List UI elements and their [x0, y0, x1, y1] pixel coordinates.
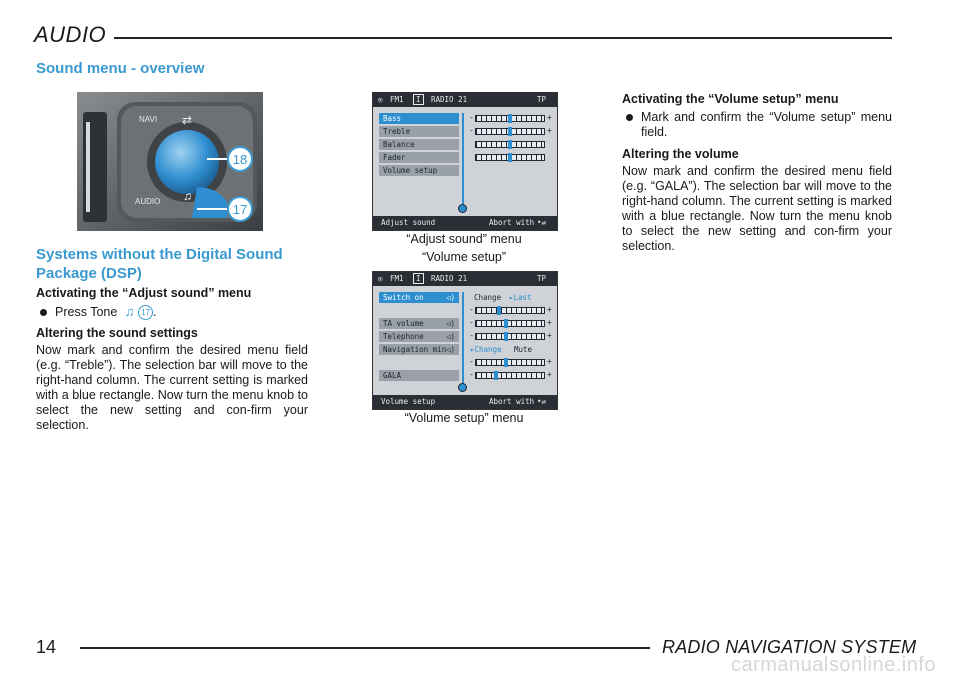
- speaker-icon: ◁): [445, 319, 455, 328]
- switch-on-label: Switch on: [383, 293, 424, 302]
- fader-level-marker: [508, 153, 512, 162]
- svg-text:AUDIO: AUDIO: [135, 197, 161, 206]
- volume-level-marker-1: [497, 306, 501, 315]
- bullet-dot: [40, 309, 47, 316]
- abort-label: Abort with: [489, 218, 535, 227]
- balance-level-marker: [508, 140, 512, 149]
- altering-sound-body: Now mark and confirm the desired menu field (e.g. “Treble”). The selection bar will move to the right-hand column. The current setting is marked with a blue rectangle. Now turn the menu knob to select the new setting and con-firm your selection.: [36, 343, 308, 433]
- gala-marker: [494, 371, 498, 380]
- svg-text:NAVI: NAVI: [139, 115, 158, 124]
- volume-setup-screen: ◎ FM1 I RADIO 21 TP Switch on ◁) Change ▸Last TA volume ◁) Telephone ◁) Navigation min ◁) ▸Change Mute GALA - + - + - + - + - + Volume setup Abort with •⇄: [372, 271, 558, 410]
- radio-icon: ◎: [378, 95, 383, 104]
- screen2-top-icon: I: [413, 273, 424, 284]
- adjust-sound-screen: ◎ FM1 I RADIO 21 TP Bass Treble Balance Fader Volume setup - + - + Adjust sound Abort with •⇄: [372, 92, 558, 231]
- telephone-label: Telephone: [383, 332, 424, 341]
- caption-volume-setup: “Volume setup”: [421, 250, 507, 264]
- selection-bar-knob: [458, 383, 467, 392]
- screen1-top-bar: [373, 93, 557, 107]
- menu-item-bass[interactable]: Bass: [379, 113, 459, 124]
- screen2-bottom-bar: [373, 395, 557, 409]
- menu-item-gala[interactable]: GALA: [379, 370, 459, 381]
- callout-18: 18: [232, 152, 248, 167]
- telephone-gauge[interactable]: [475, 333, 545, 340]
- device-photo: [77, 92, 263, 231]
- svg-text:⇄: ⇄: [182, 113, 193, 127]
- screen2-top-bar: [373, 272, 557, 286]
- speaker-icon: ◁): [445, 345, 455, 354]
- menu-item-telephone[interactable]: [379, 331, 459, 342]
- mark-confirm-text: Mark and confirm the “Volume setup” menu field.: [641, 110, 892, 139]
- ta-volume-marker: [504, 319, 508, 328]
- band-label: FM1: [390, 274, 404, 283]
- svg-text:♫: ♫: [183, 189, 192, 203]
- watermark: carmanualsonline.info: [730, 654, 936, 676]
- footer-title: RADIO NAVIGATION SYSTEM: [662, 637, 917, 657]
- navigation-marker: [504, 358, 508, 367]
- volume-gauge-1[interactable]: [475, 307, 545, 314]
- mark-confirm-bullet: [622, 110, 892, 140]
- mute-option[interactable]: Mute: [514, 345, 533, 354]
- dsp-subtitle-line2: Package (DSP): [36, 265, 142, 282]
- change-label-1[interactable]: Change: [474, 293, 502, 302]
- activating-adjust-sound-heading: Activating the “Adjust sound” menu: [36, 286, 252, 300]
- screen1-bottom-bar: [373, 216, 557, 230]
- navigation-gauge[interactable]: [475, 359, 545, 366]
- abort-label: Abort with: [489, 397, 535, 406]
- speaker-icon: ◁): [445, 293, 455, 302]
- press-tone-bullet: Press Tone ♫ 17 .: [36, 304, 308, 320]
- caption-volume-setup-menu: “Volume setup” menu: [404, 411, 524, 425]
- screen1-bottom-label: Adjust sound: [381, 218, 436, 227]
- ta-volume-gauge[interactable]: [475, 320, 545, 327]
- back-icon[interactable]: •⇄: [537, 397, 547, 406]
- gala-gauge[interactable]: [475, 372, 545, 379]
- section-title: Sound menu - overview: [36, 60, 205, 77]
- header-rule: [114, 37, 892, 39]
- menu-item-navigation-min[interactable]: [379, 344, 459, 355]
- device-photo-illustration: [77, 92, 263, 231]
- telephone-marker: [504, 332, 508, 341]
- footer-rule: [80, 647, 650, 649]
- selection-bar: [462, 113, 464, 208]
- dsp-subtitle-line1: Systems without the Digital Sound: [36, 246, 283, 263]
- speaker-icon: ◁): [445, 332, 455, 341]
- last-option[interactable]: ▸Last: [509, 293, 532, 302]
- menu-item-treble[interactable]: Treble: [379, 126, 459, 137]
- activating-volume-setup-heading: Activating the “Volume setup” menu: [622, 92, 839, 106]
- tp-label: TP: [537, 274, 547, 283]
- screen2-bottom-label: Volume setup: [381, 397, 436, 406]
- press-tone-text: Press Tone: [55, 305, 118, 319]
- radio-icon: ◎: [378, 274, 383, 283]
- callout-17: 17: [232, 202, 248, 217]
- back-icon[interactable]: •⇄: [537, 218, 547, 227]
- menu-item-ta-volume[interactable]: [379, 318, 459, 329]
- band-label: FM1: [390, 95, 404, 104]
- menu-item-fader[interactable]: Fader: [379, 152, 459, 163]
- page-number: 14: [36, 637, 57, 657]
- bass-level-marker: [508, 114, 512, 123]
- altering-sound-heading: Altering the sound settings: [36, 326, 198, 341]
- change-option-2[interactable]: ▸Change: [470, 345, 502, 354]
- menu-item-switch-on[interactable]: [379, 292, 459, 303]
- bullet-dot: [626, 114, 633, 121]
- header-title: AUDIO: [34, 22, 107, 47]
- tp-label: TP: [537, 95, 547, 104]
- altering-volume-heading: Altering the volume: [622, 147, 739, 161]
- station-label: RADIO 21: [431, 274, 468, 283]
- altering-volume-body: Now mark and confirm the desired menu field (e.g. “GALA”). The selection bar will move to the right-hand column. The current setting is marked with a blue rectangle. Now turn the menu knob to select the new setting and con-firm your selection.: [622, 164, 892, 253]
- navigation-min-label: Navigation min: [383, 345, 447, 354]
- callout-ref-17: 17: [138, 305, 153, 320]
- treble-level-marker: [508, 127, 512, 136]
- selection-bar-knob: [458, 204, 467, 213]
- music-note-icon: ♫: [124, 304, 135, 319]
- menu-item-volume-setup[interactable]: Volume setup: [379, 165, 459, 176]
- selection-bar: [462, 292, 464, 387]
- screen1-top-icon: I: [413, 94, 424, 105]
- caption-adjust-sound: “Adjust sound” menu: [406, 232, 522, 246]
- ta-volume-label: TA volume: [383, 319, 424, 328]
- station-label: RADIO 21: [431, 95, 468, 104]
- menu-item-balance[interactable]: Balance: [379, 139, 459, 150]
